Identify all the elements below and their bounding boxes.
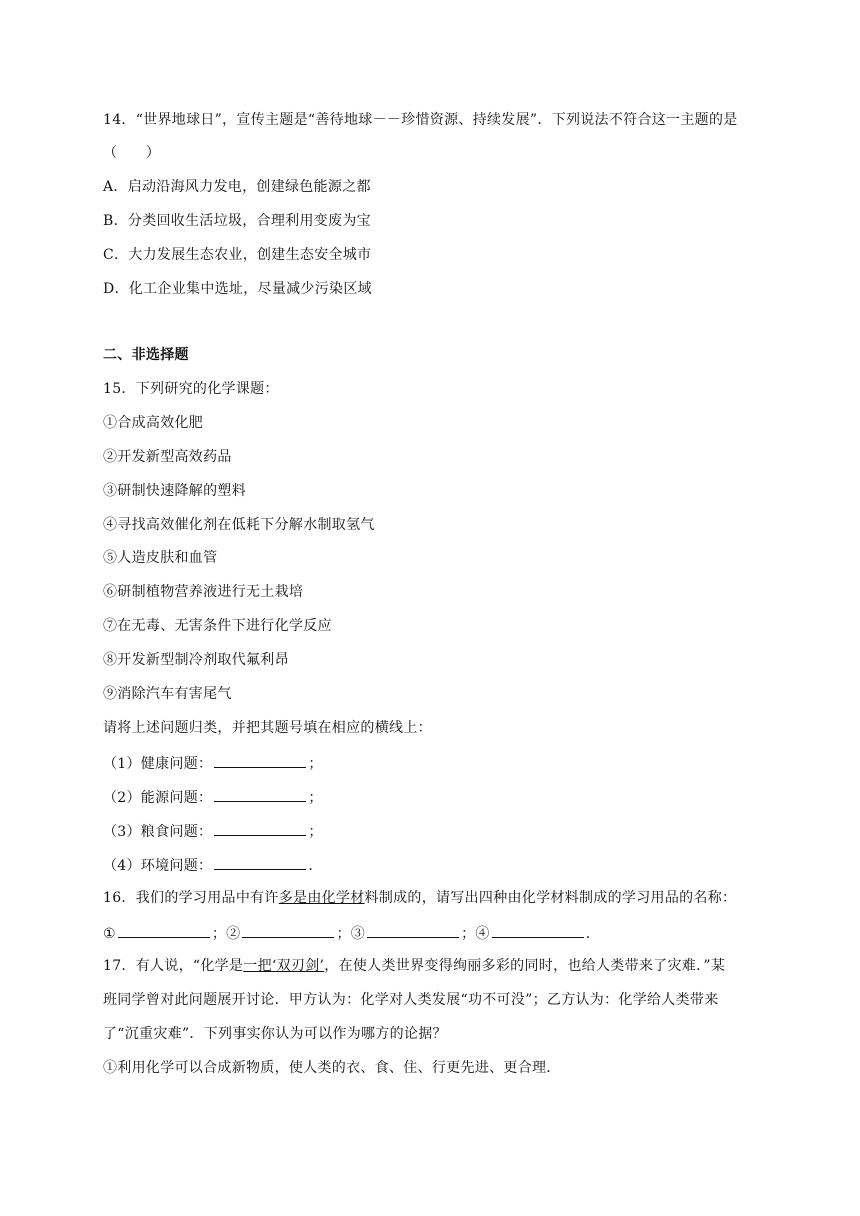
q17-line4: ①利用化学可以合成新物质，使人类的衣、食、住、行更先进、更合理．: [103, 1060, 561, 1076]
blank-label: （1）健康问题：: [103, 756, 213, 772]
q14-option-d: D．化工企业集中选址，尽量减少污染区域: [103, 281, 372, 297]
q16-stem-pre: 16．我们的学习用品中有许: [103, 890, 279, 906]
blank-label: （2）能源问题：: [103, 790, 213, 806]
answer-blank[interactable]: [214, 854, 306, 870]
blank-end: ；: [308, 824, 323, 840]
q15-instruction: 请将上述问题归类，并把其题号填在相应的横线上：: [103, 720, 432, 736]
blank-label: ①: [103, 926, 116, 942]
q15-item-3: ③研制快速降解的塑料: [103, 483, 246, 499]
q15-item-4: ④寻找高效催化剂在低耗下分解水制取氢气: [103, 517, 375, 533]
answer-blank[interactable]: [367, 922, 459, 938]
q17-line1-post: ，在使人类世界变得绚丽多彩的同时，也给人类带来了灾难．”某: [324, 958, 726, 974]
section-title: 二、非选择题: [103, 347, 189, 363]
q15-blank-row-food: [103, 820, 323, 842]
q17-line1-pre: 17．有人说，“化学是: [103, 958, 244, 974]
answer-blank[interactable]: [214, 786, 306, 802]
q17-line2: 班同学曾对此问题展开讨论．甲方认为：化学对人类发展“功不可没”；乙方认为：化学给人类带来: [103, 992, 719, 1008]
q15-item-7: ⑦在无毒、无害条件下进行化学反应: [103, 618, 332, 634]
q15-item-5: ⑤人造皮肤和血管: [103, 550, 218, 566]
blank-label: ④: [475, 926, 490, 942]
q17-line1-underlined: 一把‘双刃剑’: [243, 958, 325, 974]
blank-end: ；: [308, 790, 323, 806]
q15-item-6: ⑥研制植物营养液进行无土栽培: [103, 584, 304, 600]
q15-item-9: ⑨消除汽车有害尾气: [103, 686, 232, 702]
answer-blank[interactable]: [214, 752, 306, 768]
q16-stem-underlined: 多是由化学材: [278, 890, 365, 906]
blank-end: ；: [308, 756, 323, 772]
q15-item-2: ②开发新型高效药品: [103, 449, 232, 465]
q14-stem-line2: （ ）: [103, 145, 161, 161]
q14-stem-line1: 14．“世界地球日”，宣传主题是“善待地球－－珍惜资源、持续发展”．下列说法不符合这一主题的是: [103, 112, 738, 128]
separator: ；: [461, 926, 476, 942]
q17-line1: [103, 956, 725, 976]
blank-end: ．: [585, 926, 601, 942]
blank-label: （4）环境问题：: [103, 858, 213, 874]
answer-blank[interactable]: [492, 922, 584, 938]
answer-blank[interactable]: [118, 922, 210, 938]
q15-item-8: ⑧开发新型制冷剂取代氟利昂: [103, 652, 289, 668]
q14-option-c: C．大力发展生态农业，创建生态安全城市: [103, 247, 372, 263]
separator: ；: [336, 926, 351, 942]
blank-label: （3）粮食问题：: [103, 824, 213, 840]
q14-option-b: B．分类回收生活垃圾，合理利用变废为宝: [103, 213, 371, 229]
answer-blank[interactable]: [214, 820, 306, 836]
q15-item-1: ①合成高效化肥: [103, 415, 204, 431]
q16-stem: [103, 888, 736, 908]
q15-stem: 15．下列研究的化学课题：: [103, 381, 279, 397]
q16-blanks-row: [103, 922, 600, 944]
blank-label: ②: [226, 926, 241, 942]
q16-stem-post: 料制成的，请写出四种由化学材料制成的学习用品的名称：: [364, 890, 737, 906]
answer-blank[interactable]: [242, 922, 334, 938]
q15-blank-row-environment: [103, 854, 323, 876]
blank-end: ．: [308, 858, 323, 874]
q17-line3: 了“沉重灾难”．下列事实你认为可以作为哪方的论据？: [103, 1026, 447, 1042]
q14-option-a: A．启动沿海风力发电，创建绿色能源之都: [103, 179, 371, 195]
separator: ；: [211, 926, 227, 942]
blank-label: ③: [350, 926, 366, 942]
q15-blank-row-energy: [103, 786, 323, 808]
q15-blank-row-health: [103, 752, 323, 774]
